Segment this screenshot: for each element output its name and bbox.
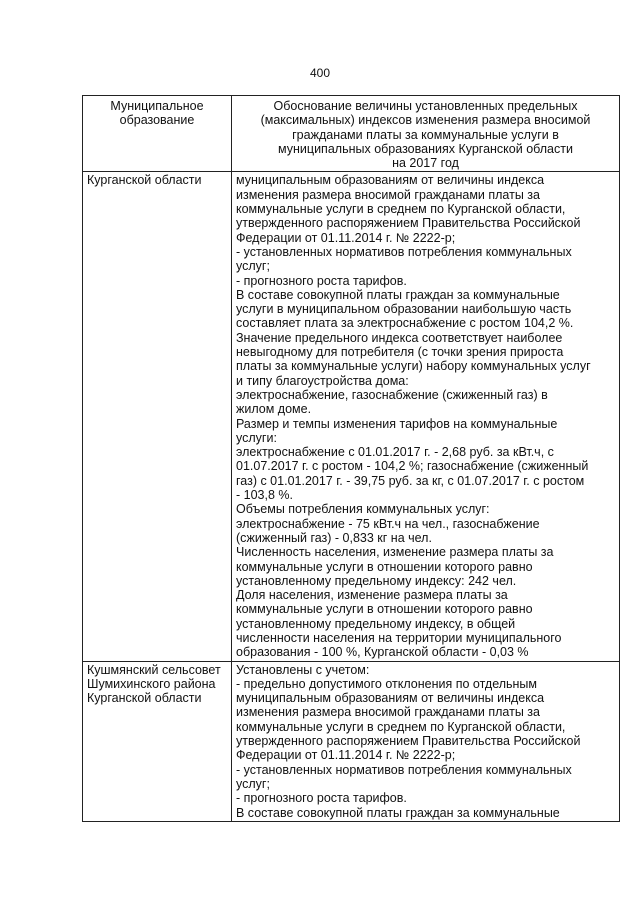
table-header-row	[83, 96, 620, 172]
text-line: - прогнозного роста тарифов.	[236, 273, 407, 288]
text-line: В составе совокупной платы граждан за коммунальные	[236, 287, 560, 302]
header-line: на 2017 год	[392, 156, 459, 171]
text-line: (сжиженный газ) - 0,833 кг на чел.	[236, 530, 432, 545]
text-line: коммунальные услуги в среднем по Курганской области,	[236, 719, 566, 734]
text-line: составляет плата за электроснабжение с ростом 104,2 %.	[236, 316, 574, 331]
header-line: образование	[119, 113, 195, 128]
header-line: Муниципальное	[110, 99, 204, 113]
text-line: изменения размера вносимой гражданами платы за	[236, 705, 540, 720]
text-line: образования - 100 %, Курганской области - 0,03 %	[236, 645, 529, 660]
header-line: Обоснование величины установленных предельных	[273, 99, 578, 113]
text-line: Федерации от 01.11.2014 г. № 2222-р;	[236, 748, 456, 763]
municipality-line: Шумихинского района	[87, 676, 216, 691]
table-row	[83, 661, 620, 821]
municipality-line: Курганской области	[87, 173, 202, 188]
text-line: установленному предельному индексу, в общей	[236, 616, 516, 631]
text-line: Установлены с учетом:	[236, 662, 370, 677]
text-line: коммунальные услуги в среднем по Курганской области,	[236, 202, 566, 217]
text-line: жилом доме.	[236, 402, 312, 417]
text-line: Объемы потребления коммунальных услуг:	[236, 502, 490, 517]
table-row	[83, 172, 620, 661]
text-line: численности населения на территории муниципального	[236, 630, 562, 645]
justification-cell	[232, 172, 620, 661]
text-line: - прогнозного роста тарифов.	[236, 791, 407, 806]
justification-table	[82, 95, 620, 822]
text-line: Федерации от 01.11.2014 г. № 2222-р;	[236, 230, 456, 245]
text-line: - установленных нормативов потребления коммунальных	[236, 762, 572, 777]
justification-cell	[232, 661, 620, 821]
text-line: Значение предельного индекса соответствует наиболее	[236, 330, 563, 345]
text-line: Численность населения, изменение размера платы за	[236, 545, 554, 560]
text-line: услуг;	[236, 259, 270, 274]
text-line: муниципальным образованиям от величины индекса	[236, 691, 545, 706]
text-line: электроснабжение, газоснабжение (сжиженный газ) в	[236, 387, 548, 402]
text-line: электроснабжение с 01.01.2017 г. - 2,68 руб. за кВт.ч, с	[236, 445, 554, 460]
text-line: услуги в муниципальном образовании наибольшую часть	[236, 302, 572, 317]
municipality-line: Курганской области	[87, 691, 202, 706]
text-line: Доля населения, изменение размера платы за	[236, 588, 508, 603]
text-line: 01.07.2017 г. с ростом - 104,2 %; газоснабжение (сжиженный	[236, 459, 589, 474]
text-line: невыгодному для потребителя (с точки зрения прироста	[236, 345, 564, 360]
municipality-cell	[83, 661, 232, 821]
header-line: гражданами платы за коммунальные услуги в	[292, 127, 559, 142]
text-line: установленному предельному индексу: 242 чел.	[236, 573, 517, 588]
text-line: электроснабжение - 75 кВт.ч на чел., газоснабжение	[236, 516, 540, 531]
municipality-cell	[83, 172, 232, 661]
text-line: услуг;	[236, 776, 270, 791]
text-line: В составе совокупной платы граждан за коммунальные	[236, 805, 560, 820]
header-line: (максимальных) индексов изменения размера вносимой	[260, 113, 591, 128]
text-line: изменения размера вносимой гражданами платы за	[236, 187, 540, 202]
text-line: - предельно допустимого отклонения по отдельным	[236, 676, 538, 691]
header-line: муниципальных образованиях Курганской области	[278, 141, 573, 156]
text-line: коммунальные услуги в отношении которого равно	[236, 559, 533, 574]
text-line: - 103,8 %.	[236, 488, 293, 503]
header-justification	[232, 96, 620, 172]
text-line: коммунальные услуги в отношении которого равно	[236, 602, 533, 617]
text-line: и типу благоустройства дома:	[236, 373, 409, 388]
municipality-line: Кушмянский сельсовет	[87, 662, 221, 677]
text-line: муниципальным образованиям от величины индекса	[236, 173, 545, 188]
text-line: утвержденного распоряжением Правительства Российской	[236, 216, 581, 231]
text-line: платы за коммунальные услуги) набору коммунальных услуг	[236, 359, 591, 374]
text-line: газ) с 01.01.2017 г. - 39,75 руб. за кг, с 01.07.2017 г. с ростом	[236, 473, 585, 488]
text-line: услуги:	[236, 430, 277, 445]
header-municipality	[83, 96, 232, 172]
text-line: утвержденного распоряжением Правительства Российской	[236, 734, 581, 749]
text-line: - установленных нормативов потребления коммунальных	[236, 244, 572, 259]
page-number: 400	[309, 66, 331, 80]
text-line: Размер и темпы изменения тарифов на коммунальные	[236, 416, 558, 431]
